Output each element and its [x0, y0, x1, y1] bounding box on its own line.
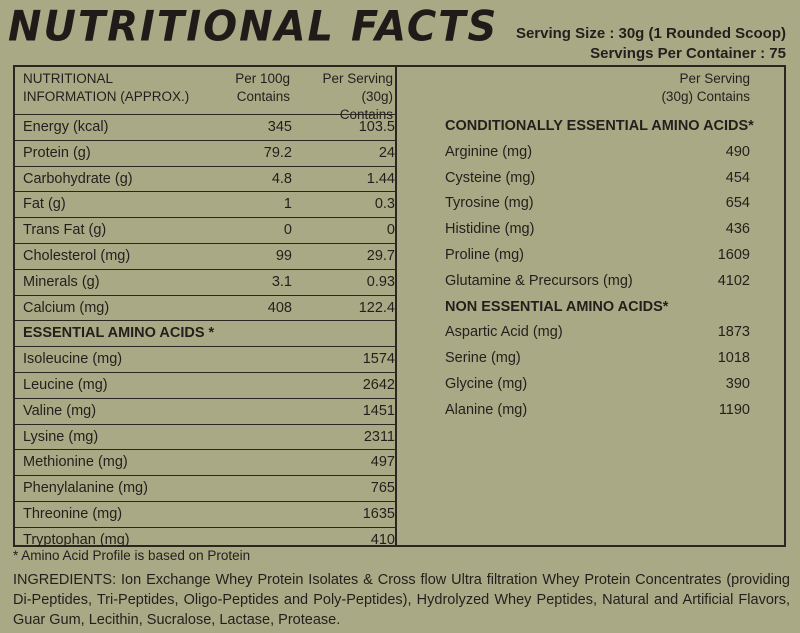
ingredients: INGREDIENTS: Ion Exchange Whey Protein Isolates & Cross flow Ultra filtration Whey Protein Concentrates (providing Di-Peptides, Tri-Peptides, Oligo-Peptides and Poly-Peptides), Hydrolyzed Whey Peptides, Natural and Artificial Flavors, Guar Gum, Lecithin, Sucralose, Lactase, Protease.: [13, 572, 790, 628]
row-label: Lysine (mg): [23, 428, 99, 445]
table-row: [15, 372, 395, 398]
per-serving-value: 103.5: [358, 119, 395, 135]
table-row: [445, 140, 750, 166]
row-label: Aspartic Acid (mg): [445, 324, 563, 341]
row-label: Energy (kcal): [23, 119, 109, 135]
row-label: Threonine (mg): [23, 505, 123, 522]
row-label: Calcium (mg): [23, 299, 110, 316]
table-row: [15, 475, 395, 501]
table-row: [15, 269, 395, 295]
table-row: [445, 372, 750, 398]
per-100g-value: 0: [283, 222, 292, 239]
row-label: Tryptophan (mg): [23, 531, 130, 548]
row-label: Carbohydrate (g): [23, 170, 133, 187]
table-row: [15, 449, 395, 475]
table-row: [445, 191, 750, 217]
table-row: [15, 217, 395, 243]
footnote: * Amino Acid Profile is based on Protein: [13, 548, 251, 563]
table-row: [445, 243, 750, 269]
per-serving-value: 0.3: [374, 196, 395, 213]
table-row: [445, 295, 750, 321]
per-serving-value: 1873: [717, 324, 750, 341]
row-label: Minerals (g): [23, 273, 100, 290]
row-label: Methionine (mg): [23, 454, 128, 471]
per-serving-value: 454: [725, 169, 750, 186]
table-row: [445, 320, 750, 346]
per-serving-value: 390: [725, 375, 750, 392]
row-label: Glycine (mg): [445, 375, 528, 392]
table-row: [15, 243, 395, 269]
table-row: [445, 114, 754, 140]
per-100g-value: 99: [275, 247, 292, 264]
per-serving-value: 0.93: [366, 273, 395, 290]
table-row: [15, 166, 395, 192]
serving-info: [516, 24, 786, 64]
per-serving-value: 122.4: [358, 299, 395, 316]
row-label: Alanine (mg): [445, 401, 528, 418]
header-per-serving-right: Per Serving (30g) Contains: [661, 71, 750, 104]
row-label: Trans Fat (g): [23, 222, 107, 239]
table-row: [15, 424, 395, 450]
per-serving-value: 1635: [362, 505, 395, 522]
header-per-serving: Per Serving (30g) Contains: [322, 71, 393, 122]
row-label: Tyrosine (mg): [445, 195, 534, 212]
per-serving-value: 1.44: [366, 170, 395, 187]
per-100g-value: 408: [267, 299, 292, 316]
row-label: Protein (g): [23, 144, 91, 161]
table-row: [15, 191, 395, 217]
per-serving-value: 1574: [362, 351, 395, 368]
row-label: Glutamine & Precursors (mg): [445, 272, 633, 289]
per-100g-value: 3.1: [271, 273, 292, 290]
row-label: Proline (mg): [445, 246, 524, 263]
per-serving-value: 497: [370, 454, 395, 471]
per-100g-value: 4.8: [271, 170, 292, 187]
per-serving-value: 1451: [362, 402, 395, 419]
header-per-100g: Per 100g Contains: [235, 71, 290, 104]
per-serving-value: 2311: [363, 428, 395, 445]
per-serving-value: 1190: [718, 401, 750, 418]
per-serving-value: 436: [725, 221, 750, 238]
row-label: Cysteine (mg): [445, 169, 536, 186]
per-serving-value: 24: [378, 144, 395, 161]
table-row: [445, 217, 750, 243]
column-divider: [395, 67, 397, 545]
per-serving-value: 0: [386, 222, 395, 239]
row-label: Arginine (mg): [445, 143, 533, 160]
row-label: CONDITIONALLY ESSENTIAL AMINO ACIDS*: [445, 118, 754, 134]
per-serving-value: 1609: [717, 246, 750, 263]
per-100g-value: 1: [283, 196, 292, 213]
table-row: [15, 501, 395, 527]
row-label: ESSENTIAL AMINO ACIDS *: [23, 325, 215, 342]
per-serving-value: 29.7: [366, 247, 395, 264]
per-serving-value: 654: [725, 195, 750, 212]
table-row: [15, 295, 395, 321]
row-label: Histidine (mg): [445, 221, 535, 238]
per-serving-value: 410: [370, 531, 395, 548]
row-label: Phenylalanine (mg): [23, 480, 148, 497]
row-label: Fat (g): [23, 196, 66, 213]
page-title: NUTRITIONAL FACTS: [8, 2, 499, 52]
table-row: [15, 398, 395, 424]
per-serving-value: 490: [725, 143, 750, 160]
servings-per-container: Servings Per Container : 75: [590, 45, 786, 62]
row-label: Cholesterol (mg): [23, 247, 131, 264]
per-serving-value: 765: [370, 480, 395, 497]
per-serving-value: 4102: [717, 272, 750, 289]
row-label: Isoleucine (mg): [23, 351, 123, 368]
table-row: [15, 140, 395, 166]
table-row: [445, 166, 750, 192]
table-row: [15, 346, 395, 372]
per-serving-value: 2642: [362, 376, 395, 393]
table-row: [445, 346, 750, 372]
row-label: Serine (mg): [445, 350, 521, 367]
table-row: [15, 114, 395, 140]
nutrition-table: [13, 65, 786, 547]
serving-size: Serving Size : 30g (1 Rounded Scoop): [515, 25, 786, 42]
table-row: [15, 320, 395, 346]
header-nutritional-information: NUTRITIONAL INFORMATION (APPROX.): [23, 71, 190, 104]
table-row: [445, 269, 750, 295]
row-label: NON ESSENTIAL AMINO ACIDS*: [445, 298, 669, 315]
table-row: [445, 398, 750, 424]
left-rows: [15, 114, 395, 553]
row-label: Valine (mg): [23, 402, 97, 419]
per-serving-value: 1018: [717, 350, 750, 367]
row-label: Leucine (mg): [23, 376, 108, 393]
right-rows: [445, 114, 754, 424]
per-100g-value: 79.2: [263, 144, 292, 161]
per-100g-value: 345: [267, 119, 292, 135]
